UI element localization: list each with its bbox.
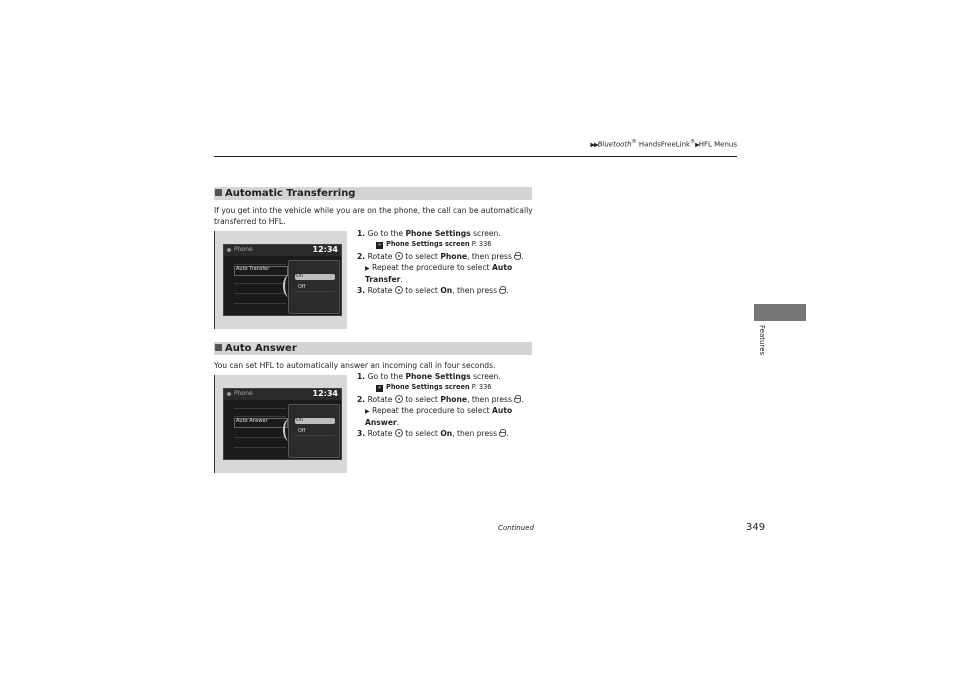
step-text: .	[506, 429, 509, 439]
step-text: to select	[402, 394, 441, 404]
menu-row	[234, 431, 286, 438]
continued-note: Continued	[498, 524, 534, 532]
triangle-icon: ▶	[695, 141, 699, 149]
screen-image	[214, 375, 347, 473]
step-text: .	[400, 275, 403, 285]
interface-dial-icon	[395, 429, 403, 437]
step-text: .	[521, 251, 524, 261]
reference-link[interactable]: Phone Settings screen	[386, 383, 470, 392]
screen-app-name: Phone	[234, 390, 253, 397]
breadcrumb-hfl-menus: HFL Menus	[698, 140, 737, 149]
option-popup	[288, 404, 340, 458]
step-text: screen.	[470, 372, 501, 381]
step-text: to select	[402, 251, 441, 261]
phone-icon	[227, 392, 231, 396]
step-term: Auto Transfer	[365, 262, 513, 285]
screen-clock: 12:34	[312, 389, 338, 398]
step-text: .	[506, 286, 509, 296]
step-text: Rotate	[367, 429, 395, 439]
step-text: to select	[402, 286, 441, 296]
menu-row	[234, 441, 286, 448]
breadcrumb-handsfreelink: HandsFreeLink	[636, 140, 691, 149]
dial-arc-icon	[283, 419, 295, 441]
menu-item: Auto Transfer	[236, 266, 270, 272]
option-off: Off	[298, 428, 306, 434]
reference-arrow-icon: »	[377, 385, 382, 392]
menu-row	[234, 277, 286, 284]
step-number: 2.	[357, 251, 366, 261]
chapter-tab[interactable]	[754, 304, 806, 321]
step-text: .	[396, 418, 400, 428]
section-title: Automatic Transferring	[225, 188, 356, 199]
section-title: Auto Answer	[225, 343, 297, 354]
step-text: Rotate	[367, 394, 395, 404]
step-text: to select	[402, 429, 441, 439]
step-term: Phone	[440, 394, 468, 404]
double-triangle-icon: ▶▶	[590, 141, 598, 149]
menu-row	[234, 258, 286, 265]
square-bullet-icon	[215, 189, 222, 196]
section-heading	[214, 187, 532, 200]
option-on: On	[296, 417, 304, 423]
dial-arc-icon	[283, 275, 295, 297]
registered-mark: ®	[631, 139, 637, 145]
step-term: On	[440, 286, 453, 296]
step-text: Go to the	[367, 229, 406, 238]
step-text: Go to the	[367, 372, 406, 381]
step-number: 1.	[357, 229, 366, 238]
chapter-label: Features	[758, 325, 766, 356]
interface-dial-icon	[395, 286, 403, 294]
section-heading	[214, 342, 532, 355]
page-number: 349	[746, 522, 766, 533]
menu-row	[234, 410, 286, 417]
press-dial-icon	[514, 394, 524, 404]
steps-list	[357, 228, 537, 297]
step-term: Phone	[440, 251, 468, 261]
registered-mark: ®	[690, 139, 696, 145]
option-popup	[288, 260, 340, 314]
option-on: On	[296, 273, 304, 279]
step-term: Phone Settings	[405, 229, 471, 238]
menu-row	[234, 287, 286, 294]
step-text: , then press	[467, 251, 515, 261]
menu-row	[234, 297, 286, 304]
step-text: Rotate	[367, 251, 395, 261]
step-number: 1.	[357, 372, 366, 381]
menu-row	[234, 402, 286, 409]
step-text: Repeat the procedure to select	[372, 262, 493, 272]
reference-link[interactable]: Phone Settings screen	[386, 240, 470, 249]
step-term: Phone Settings	[405, 372, 471, 381]
header-rule	[214, 156, 737, 157]
reference-page: P. 336	[469, 383, 492, 392]
display-screen	[223, 244, 342, 316]
interface-dial-icon	[395, 395, 403, 403]
square-bullet-icon	[215, 344, 222, 351]
step-text: , then press	[452, 429, 500, 439]
sub-step-triangle-icon: ▶	[365, 407, 370, 415]
display-screen	[223, 388, 342, 460]
press-dial-icon	[514, 251, 524, 261]
breadcrumb-bluetooth: Bluetooth	[597, 140, 632, 149]
section-intro: If you get into the vehicle while you are on the phone, the call can be automatically transferred to HFL.	[214, 206, 533, 226]
step-number: 3.	[357, 286, 366, 296]
interface-dial-icon	[395, 252, 403, 260]
breadcrumb	[590, 139, 737, 148]
menu-item: Auto Answer	[236, 418, 268, 424]
step-text: , then press	[452, 286, 500, 296]
step-number: 2.	[357, 394, 366, 404]
step-text: .	[521, 394, 524, 404]
option-off: Off	[298, 284, 306, 290]
screen-clock: 12:34	[312, 245, 338, 254]
step-term: Auto Answer	[365, 405, 513, 428]
step-term: On	[440, 429, 453, 439]
section-intro: You can set HFL to automatically answer an incoming call in four seconds.	[214, 361, 496, 370]
steps-list	[357, 371, 537, 440]
press-dial-icon	[499, 286, 509, 296]
screen-app-name: Phone	[234, 246, 253, 253]
step-text: Repeat the procedure to select	[372, 405, 493, 415]
step-number: 3.	[357, 429, 366, 439]
reference-page: P. 336	[469, 240, 492, 249]
sub-step-triangle-icon: ▶	[365, 264, 370, 272]
step-text: Rotate	[367, 286, 395, 296]
press-dial-icon	[499, 429, 509, 439]
step-text: , then press	[467, 394, 515, 404]
phone-icon	[227, 248, 231, 252]
screen-image	[214, 231, 347, 329]
reference-arrow-icon: »	[377, 242, 382, 249]
step-text: screen.	[470, 229, 501, 238]
